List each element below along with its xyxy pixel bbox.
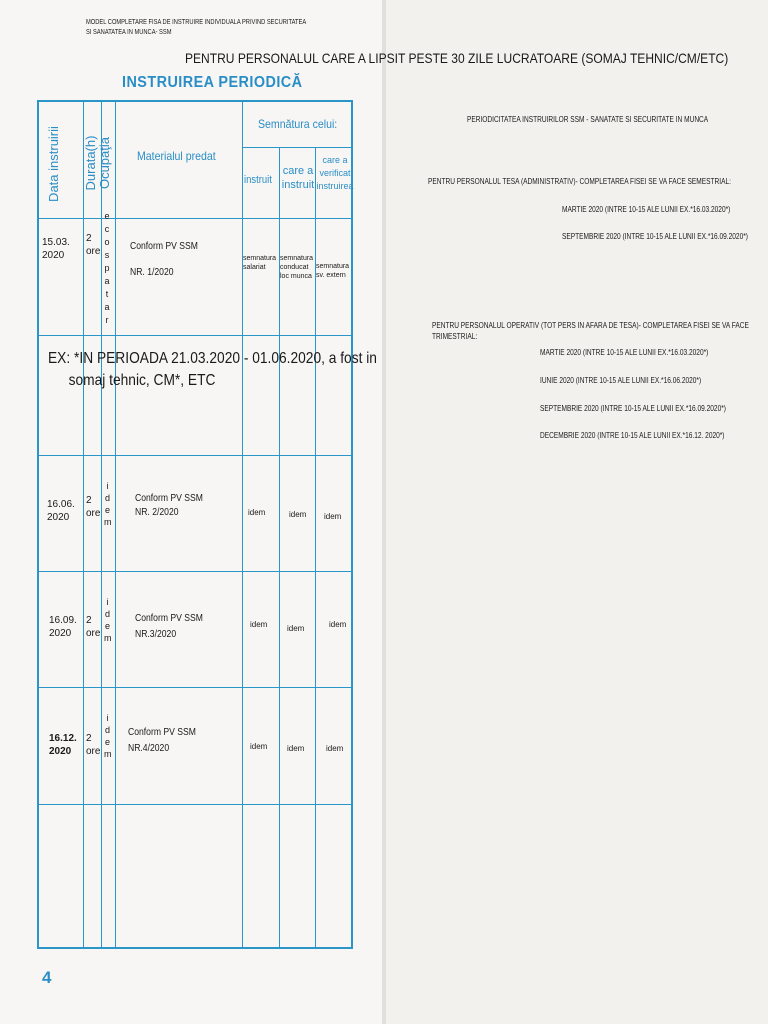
row1-sig-care-verificat: semnatura sv. extern xyxy=(316,263,350,279)
row4-sig-care-verificat: idem xyxy=(326,744,344,753)
page-number: 4 xyxy=(42,968,52,987)
row3-occupation: i d e m xyxy=(104,597,112,643)
row1-date: 15.03. 2020 xyxy=(42,237,70,261)
row4-material-2: NR.4/2020 xyxy=(128,743,170,754)
right-page xyxy=(384,0,768,1024)
row3-sig-instruit: idem xyxy=(250,620,268,629)
row3-date: 16.09. 2020 xyxy=(49,615,77,639)
op-heading-2: TRIMESTRIAL: xyxy=(432,332,478,341)
op-item-4: DECEMBRIE 2020 (INTRE 10-15 ALE LUNII EX.*16.12. 2020*) xyxy=(540,431,725,440)
header-line-2: SI SANATATEA IN MUNCA- SSM xyxy=(86,29,172,36)
row3-material-2: NR.3/2020 xyxy=(135,629,177,640)
row1-occupation: ec o s p a t a r xyxy=(104,211,110,325)
col-durata-header: Durata(h) xyxy=(83,135,98,191)
page-title: INSTRUIREA PERIODICĂ xyxy=(122,74,303,91)
col-care-instruit-header: care a instruit xyxy=(281,165,315,191)
row2-material-2: NR. 2/2020 xyxy=(135,507,179,518)
op-item-2: IUNIE 2020 (INTRE 10-15 ALE LUNII EX.*16.06.2020*) xyxy=(540,376,702,385)
row2-duration: 2 ore xyxy=(86,495,101,519)
row1-material-2: NR. 1/2020 xyxy=(130,267,174,278)
row2-material-1: Conform PV SSM xyxy=(135,493,203,504)
example-line-2: somaj tehnic, CM*, ETC xyxy=(68,372,216,389)
op-heading-1: PENTRU PERSONALUL OPERATIV (TOT PERS IN AFARA DE TESA)- COMPLETAREA FISEI SE VA FACE xyxy=(432,321,749,330)
row2-occupation: i d e m xyxy=(104,481,112,527)
row1-sig-instruit: semnatura salariat xyxy=(243,255,277,271)
page-fold xyxy=(382,0,386,1024)
row4-duration: 2 ore xyxy=(86,733,101,757)
row1-sig-care-instruit: semnatura conducat loc munca xyxy=(280,255,314,280)
example-line-1: *IN PERIOADA 21.03.2020 - 01.06.2020, a fost in xyxy=(74,350,377,367)
tesa-heading: PENTRU PERSONALUL TESA (ADMINISTRATIV)- COMPLETAREA FISEI SE VA FACE SEMESTRIAL: xyxy=(428,177,731,186)
col-instruit-header: instruit xyxy=(244,174,272,186)
row4-material-1: Conform PV SSM xyxy=(128,727,196,738)
row3-sig-care-verificat: idem xyxy=(329,620,347,629)
op-item-3: SEPTEMBRIE 2020 (INTRE 10-15 ALE LUNII EX.*16.09.2020*) xyxy=(540,404,726,413)
row1-duration: 2 ore xyxy=(86,233,101,257)
row2-sig-care-instruit: idem xyxy=(289,510,307,519)
example-prefix: EX: xyxy=(48,350,71,367)
row3-duration: 2 ore xyxy=(86,615,101,639)
op-item-1: MARTIE 2020 (INTRE 10-15 ALE LUNII EX.*16.03.2020*) xyxy=(540,348,709,357)
col-material-header: Materialul predat xyxy=(137,149,216,163)
col-data-header: Data instruirii xyxy=(46,126,61,202)
tesa-item-1: MARTIE 2020 (INTRE 10-15 ALE LUNII EX.*16.03.2020*) xyxy=(562,205,731,214)
row2-sig-instruit: idem xyxy=(248,508,266,517)
header-line-1: MODEL COMPLETARE FISA DE INSTRUIRE INDIVIDUALA PRIVIND SECURITATEA xyxy=(86,19,307,26)
row4-sig-care-instruit: idem xyxy=(287,744,305,753)
tesa-item-2: SEPTEMBRIE 2020 (INTRE 10-15 ALE LUNII EX.*16.09.2020*) xyxy=(562,232,748,241)
col-care-verificat-header: care a verificat instruirea xyxy=(316,155,354,191)
example-note xyxy=(48,348,377,392)
row4-sig-instruit: idem xyxy=(250,742,268,751)
instruction-table xyxy=(37,100,353,949)
row3-material-1: Conform PV SSM xyxy=(135,613,203,624)
row4-occupation: i d e m xyxy=(104,713,112,759)
row1-material-1: Conform PV SSM xyxy=(130,241,198,252)
row2-date: 16.06. 2020 xyxy=(47,499,75,523)
row2-sig-care-verificat: idem xyxy=(324,512,342,521)
header-main: PENTRU PERSONALUL CARE A LIPSIT PESTE 30 ZILE LUCRATOARE (SOMAJ TEHNIC/CM/ETC) xyxy=(185,50,729,66)
col-semnatura-header: Semnătura celui: xyxy=(258,117,338,131)
row4-date: 16.12. 2020 xyxy=(49,733,77,757)
right-heading: PERIODICITATEA INSTRUIRILOR SSM - SANATATE SI SECURITATE IN MUNCA xyxy=(467,115,709,124)
col-ocupatia-header: Ocupaţia xyxy=(97,136,112,190)
row3-sig-care-instruit: idem xyxy=(287,624,305,633)
